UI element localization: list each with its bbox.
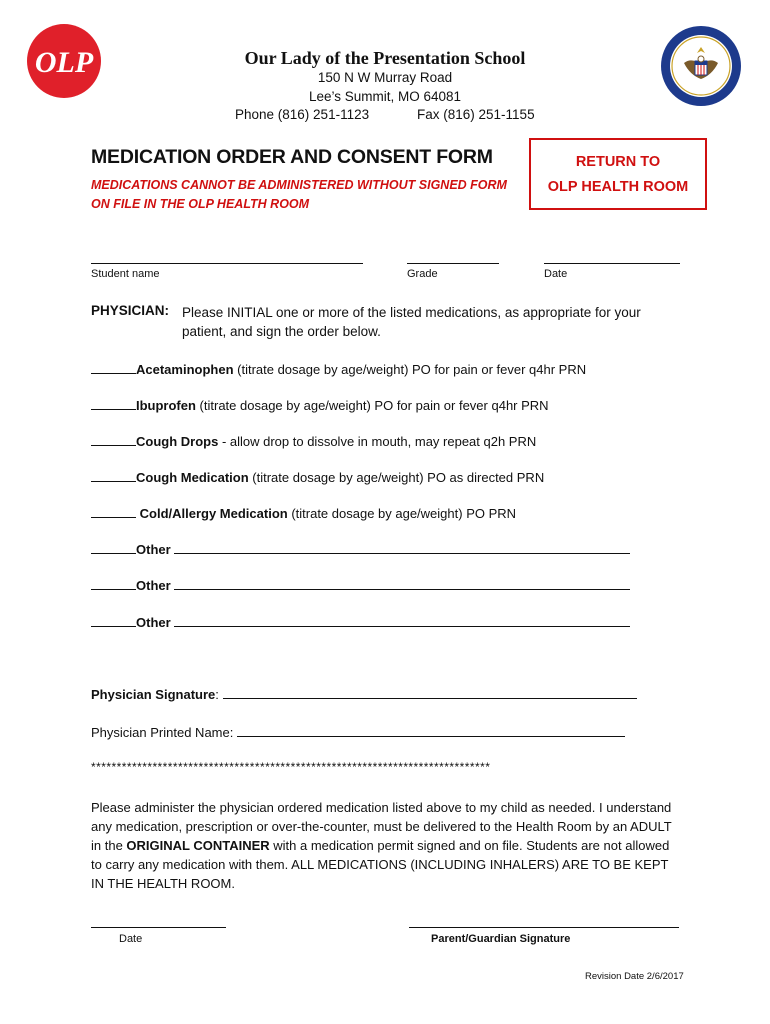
address-line-2: Lee’s Summit, MO 64081 [308, 89, 462, 104]
return-to-box [529, 138, 707, 210]
medication-name: Acetaminophen [136, 362, 234, 377]
physician-printed-name-label: Physician Printed Name: [91, 725, 234, 740]
medication-name: Ibuprofen [136, 398, 196, 413]
date-label: Date [544, 268, 568, 280]
medication-item [91, 397, 549, 413]
physician-signature-row [91, 686, 637, 702]
physician-printed-name-row [91, 724, 625, 740]
medication-item [91, 469, 544, 485]
medication-item [91, 505, 516, 521]
return-line-2: OLP HEALTH ROOM [547, 179, 689, 195]
initial-blank[interactable] [91, 505, 136, 518]
other-label: Other [136, 578, 171, 593]
initial-blank[interactable] [91, 397, 136, 410]
date-line[interactable] [544, 263, 680, 264]
other-medication-item [91, 541, 630, 557]
initial-blank[interactable] [91, 469, 136, 482]
initial-blank[interactable] [91, 541, 136, 554]
medication-name: Cough Drops [136, 434, 219, 449]
medication-item [91, 361, 586, 377]
grade-line[interactable] [407, 263, 499, 264]
grade-label: Grade [407, 268, 438, 280]
other-medication-line[interactable] [174, 541, 630, 554]
medication-detail: (titrate dosage by age/weight) PO PRN [287, 506, 517, 521]
medication-detail: (titrate dosage by age/weight) PO as directed PRN [248, 470, 545, 485]
consent-part-1: Please administer the physician ordered medication listed above to my child as needed. I understand any medication, prescription or over-the-counter, must be delivered to the Health Room by an ADULT in the [91, 800, 672, 853]
school-name: Our Lady of the Presentation School [244, 48, 526, 68]
medication-item [91, 433, 536, 449]
medication-detail: - allow drop to dissolve in mouth, may repeat q2h PRN [218, 434, 537, 449]
parent-signature-label: Parent/Guardian Signature [431, 933, 571, 945]
parent-consent-text [91, 798, 681, 893]
fax-number: Fax (816) 251-1155 [417, 107, 535, 122]
olp-logo-text: OLP [34, 46, 94, 79]
medication-detail: (titrate dosage by age/weight) PO for pain or fever q4hr PRN [233, 362, 587, 377]
phone-number: Phone (816) 251-1123 [235, 107, 370, 122]
initial-blank[interactable] [91, 614, 136, 627]
physician-printed-name-line[interactable] [237, 724, 625, 737]
return-line-1: RETURN TO [575, 154, 661, 170]
physician-signature-colon: : [215, 687, 219, 702]
initial-blank[interactable] [91, 577, 136, 590]
other-medication-line[interactable] [174, 614, 630, 627]
form-title: MEDICATION ORDER AND CONSENT FORM [91, 146, 493, 168]
consent-original-container: ORIGINAL CONTAINER [126, 838, 270, 853]
student-name-label: Student name [91, 268, 160, 280]
physician-label: PHYSICIAN: [91, 303, 170, 318]
physician-instructions: Please INITIAL one or more of the listed medications, as appropriate for your patient, and sign the order below. [182, 305, 641, 339]
parent-date-line[interactable] [91, 927, 226, 928]
other-label: Other [136, 542, 171, 557]
student-name-line[interactable] [91, 263, 363, 264]
physician-signature-label: Physician Signature [91, 687, 216, 702]
parent-date-label: Date [119, 933, 143, 945]
medication-name: Cough Medication [136, 470, 249, 485]
administration-warning: MEDICATIONS CANNOT BE ADMINISTERED WITHOUT SIGNED FORM ON FILE IN THE OLP HEALTH ROOM [91, 178, 507, 211]
consent-part-2: with a medication permit signed and on file. Students are not allowed to carry any medication with them. ALL MEDICATIONS (INCLUDING INHALERS) ARE TO BE KEPT IN THE HEALTH ROOM. [91, 838, 670, 891]
other-label: Other [136, 615, 171, 630]
revision-date: Revision Date 2/6/2017 [585, 971, 684, 982]
other-medication-line[interactable] [174, 577, 630, 590]
medication-name: Cold/Allergy Medication [139, 506, 288, 521]
separator: ****************************************************************************** [91, 760, 491, 774]
physician-signature-line[interactable] [223, 686, 637, 699]
initial-blank[interactable] [91, 361, 136, 374]
parent-signature-line[interactable] [409, 927, 679, 928]
address-line-1: 150 N W Murray Road [317, 70, 453, 85]
blue-ribbon-seal-icon [660, 25, 742, 107]
medication-detail: (titrate dosage by age/weight) PO for pain or fever q4hr PRN [195, 398, 549, 413]
initial-blank[interactable] [91, 433, 136, 446]
other-medication-item [91, 614, 630, 630]
other-medication-item [91, 577, 630, 593]
